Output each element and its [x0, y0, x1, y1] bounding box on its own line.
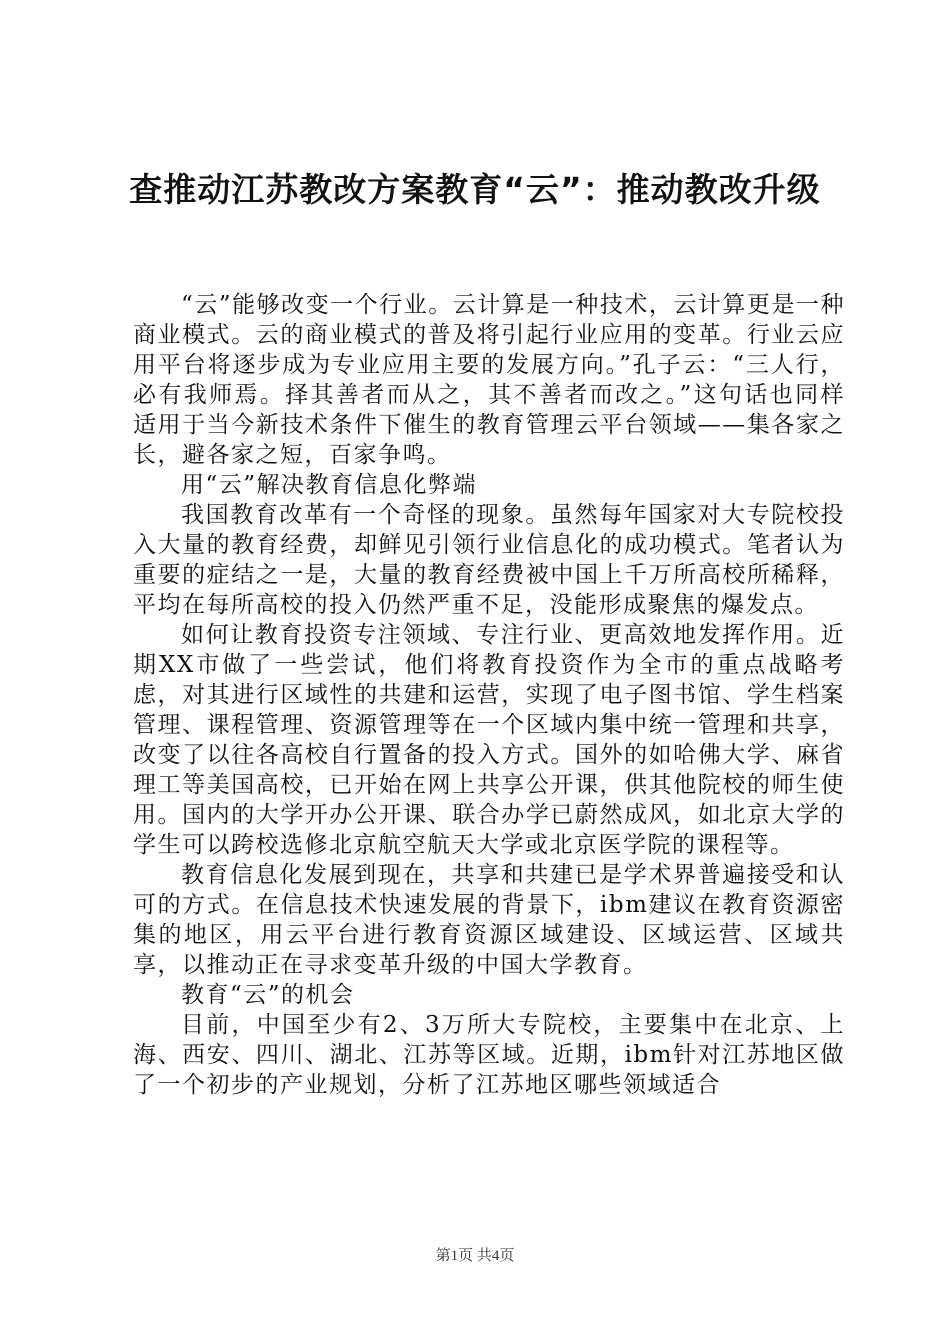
document-body: [133, 290, 845, 1100]
paragraph: 我国教育改革有一个奇怪的现象。虽然每年国家对大专院校投入大量的教育经费，却鲜见引领行业信息化的成功模式。笔者认为重要的症结之一是，大量的教育经费被中国上千万所高校所稀释，平均在每所高校的投入仍然严重不足，没能形成聚焦的爆发点。: [133, 502, 845, 618]
paragraph: 目前，中国至少有2、3万所大专院校，主要集中在北京、上海、西安、四川、湖北、江苏等区域。近期，ibm针对江苏地区做了一个初步的产业规划，分析了江苏地区哪些领域适合: [133, 1012, 845, 1098]
document-title: 查推动江苏教改方案教育“云”：推动教改升级: [129, 170, 821, 209]
paragraph: “云”能够改变一个行业。云计算是一种技术，云计算更是一种商业模式。云的商业模式的普及将引起行业应用的变革。行业云应用平台将逐步成为专业应用主要的发展方向。”孔子云：“三人行，必有我师焉。择其善者而从之，其不善者而改之。”这句话也同样适用于当今新技术条件下催生的教育管理云平台领域——集各家之长，避各家之短，百家争鸣。: [133, 292, 845, 468]
section-heading: 教育“云”的机会: [181, 982, 355, 1008]
section-heading: 用“云”解决教育信息化弊端: [181, 472, 478, 498]
page-footer: 第1页 共4页: [435, 1248, 515, 1264]
paragraph: 如何让教育投资专注领域、专注行业、更高效地发挥作用。近期XX市做了一些尝试，他们将教育投资作为全市的重点战略考虑，对其进行区域性的共建和运营，实现了电子图书馆、学生档案管理、课程管理、资源管理等在一个区域内集中统一管理和共享，改变了以往各高校自行置备的投入方式。国外的如哈佛大学、麻省理工等美国高校，已开始在网上共享公开课，供其他院校的师生使用。国内的大学开办公开课、联合办学已蔚然成风，如北京大学的学生可以跨校选修北京航空航天大学或北京医学院的课程等。: [133, 622, 845, 858]
paragraph: 教育信息化发展到现在，共享和共建已是学术界普遍接受和认可的方式。在信息技术快速发展的背景下，ibm建议在教育资源密集的地区，用云平台进行教育资源区域建设、区域运营、区域共享，以推动正在寻求变革升级的中国大学教育。: [133, 862, 845, 978]
